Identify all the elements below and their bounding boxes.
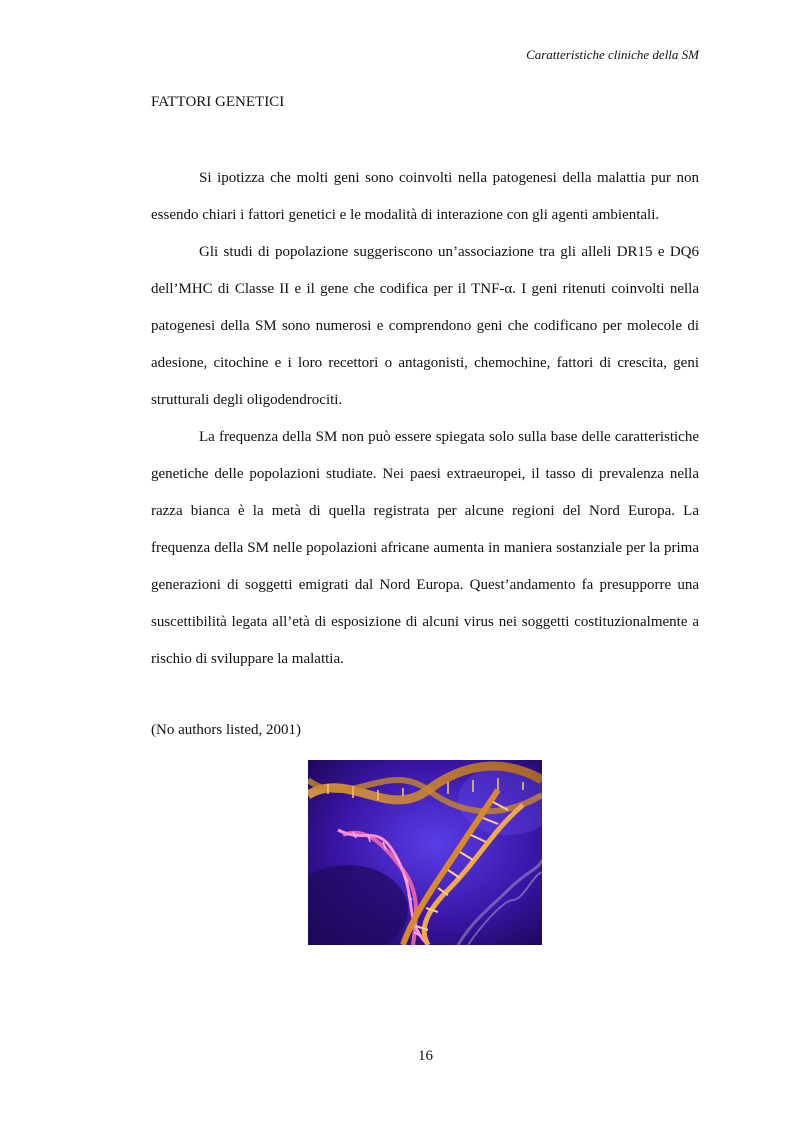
paragraph: Gli studi di popolazione suggeriscono un’associazione tra gli alleli DR15 e DQ6 dell’MHC di Classe II e il gene che codifica per il TNF-α. I geni ritenuti coinvolti nella patogenesi della SM sono numerosi e comprendono geni che codificano per molecole di adesione, citochine e i loro recettori o antagonisti, chemochine, fattori di crescita, geni strutturali degli oligodendrociti. bbox=[151, 244, 699, 408]
citation: (No authors listed, 2001) bbox=[151, 722, 301, 738]
page-number: 16 bbox=[418, 1048, 433, 1064]
dna-helix-image bbox=[308, 760, 542, 945]
running-header: Caratteristiche cliniche della SM bbox=[526, 47, 699, 62]
section-title: FATTORI GENETICI bbox=[151, 94, 285, 110]
body-text bbox=[151, 160, 699, 678]
paragraph: La frequenza della SM non può essere spiegata solo sulla base delle caratteristiche genetiche delle popolazioni studiate. Nei paesi extraeuropei, il tasso di prevalenza nella razza bianca è la metà di quella registrata per alcune regioni del Nord Europa. La frequenza della SM nelle popolazioni africane aumenta in maniera sostanziale per la prima generazioni di soggetti emigrati dal Nord Europa. Quest’andamento fa presupporre una suscettibilità legata all’età di esposizione di alcuni virus nei soggetti costituzionalmente a rischio di sviluppare la malattia. bbox=[151, 429, 699, 667]
paragraph: Si ipotizza che molti geni sono coinvolti nella patogenesi della malattia pur non essendo chiari i fattori genetici e le modalità di interazione con gli agenti ambientali. bbox=[151, 170, 699, 223]
